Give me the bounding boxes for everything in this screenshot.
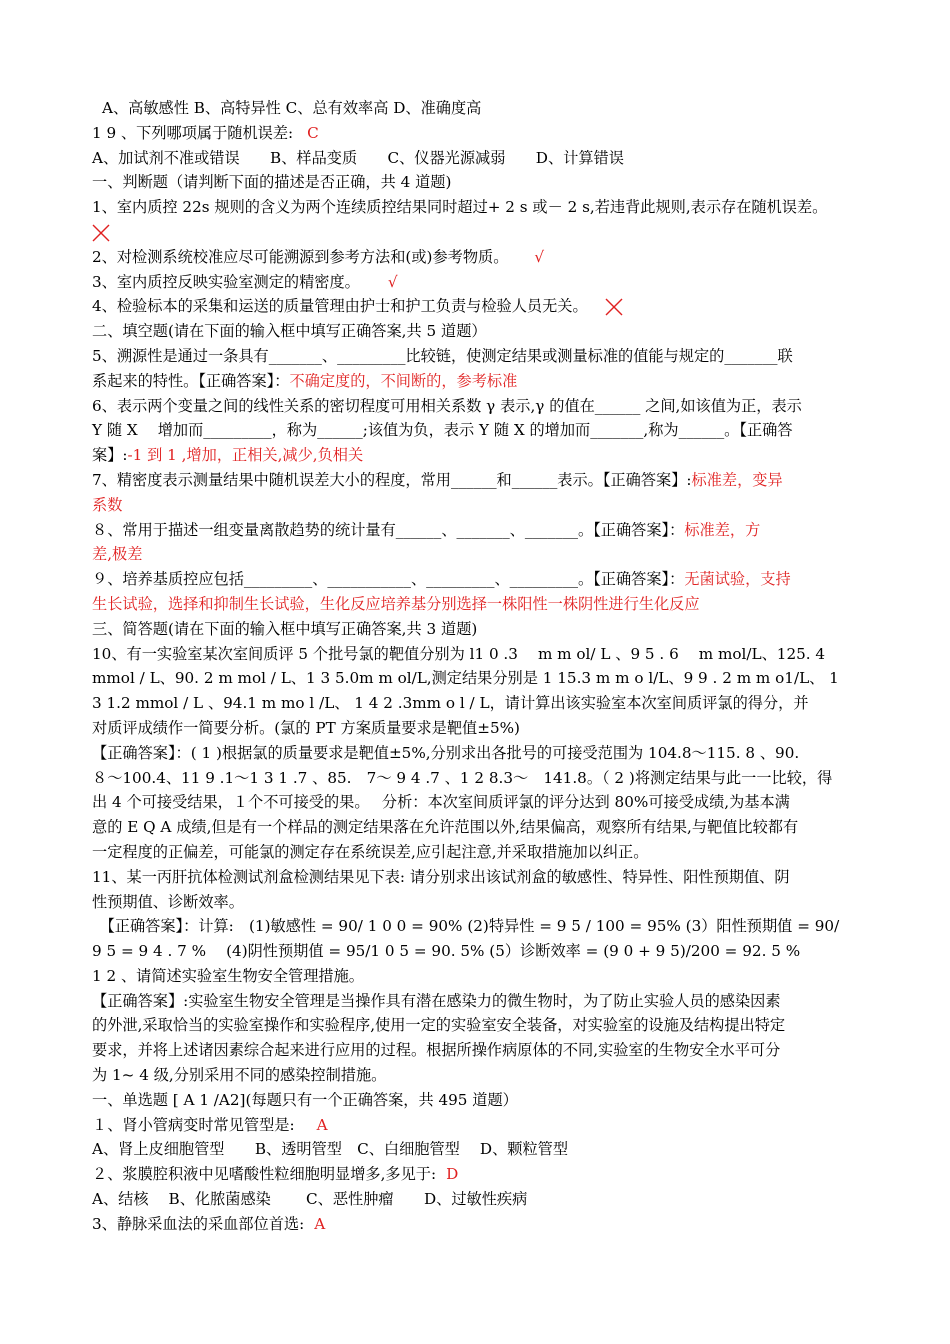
question-19	[92, 121, 872, 146]
wrong-mark-row	[92, 220, 872, 245]
question-text: 1 9 、下列哪项属于随机误差:	[92, 123, 294, 142]
answer-mark: A	[316, 1115, 328, 1134]
answer-text: 系数	[92, 495, 123, 514]
question-3	[92, 270, 872, 295]
question-7	[92, 468, 872, 493]
question-10-cont: 3 1.2 mmol / L 、94.1 m mo l /L、 1 4 2 .3mm o l / L，请计算出该实验室本次室间质评氯的得分，并	[92, 694, 809, 713]
question-text: 3、静脉采血法的采血部位首选:	[92, 1214, 305, 1233]
answer-text: -1 到 1 ,增加，正相关,减少,负相关	[127, 446, 364, 465]
question-8	[92, 518, 872, 543]
answer-text: 不确定度的，不间断的，参考标准	[289, 371, 518, 390]
section-heading-short-answer: 三、简答题(请在下面的输入框中填写正确答案,共 3 道题)	[92, 619, 478, 638]
answer-text: 标准差，方	[684, 520, 761, 539]
document-page	[92, 96, 872, 1237]
question-text: １、肾小管病变时常见管型是:	[92, 1115, 295, 1134]
question-6-answer	[92, 443, 872, 468]
answer-mark: C	[307, 123, 319, 142]
question-10-cont: mmol / L、90. 2 m mol / L、1 3 5.0m m ol/L,测定结果分别是 1 15.3 m m o l/L、9 9 . 2 m m o1/L、 1	[92, 669, 839, 688]
answer-paragraph: 【正确答案】：( 1 )根据氯的质量要求是靶值±5%,分别求出各批号的可接受范围为 104.8～115. 8 、90.	[92, 743, 800, 762]
option-line: A、结核 B、化脓菌感染 C、恶性肿瘤 D、过敏性疾病	[92, 1190, 528, 1209]
section-heading-single-choice: 一、单选题 [ A 1 /A2](每题只有一个正确答案，共 495 道题）	[92, 1090, 518, 1109]
check-mark: √	[387, 272, 398, 291]
question-5-answer	[92, 369, 872, 394]
answer-label: 案】:	[92, 446, 128, 465]
question-text: ２、浆膜腔积液中见嗜酸性粒细胞明显增多,多见于:	[92, 1165, 437, 1184]
answer-text: 无菌试验，支持	[684, 570, 791, 589]
option-line: A、加试剂不准或错误 B、样品变质 C、仪器光源减弱 D、计算错误	[92, 148, 624, 167]
answer-text: 标准差，变异	[691, 470, 783, 489]
cross-icon	[92, 224, 110, 242]
question-text: 3、室内质控反映实验室测定的精密度。	[92, 272, 360, 291]
choice-question-1	[92, 1113, 872, 1138]
answer-mark: D	[446, 1165, 459, 1184]
option-line: A、肾上皮细胞管型 B、透明管型 C、白细胞管型 D、颗粒管型	[92, 1140, 569, 1159]
choice-question-2	[92, 1162, 872, 1187]
question-2	[92, 245, 872, 270]
question-6-cont: Y 随 X 增加而_________，称为______;该值为负，表示 Y 随 X 的增加而_______,称为______。【正确答	[92, 421, 793, 440]
answer-paragraph: 为 1~ 4 级,分别采用不同的感染控制措施。	[92, 1066, 387, 1085]
answer-text: 生长试验，选择和抑制生长试验，生化反应培养基分别选择一株阳性一株阴性进行生化反应	[92, 594, 700, 613]
question-11-cont: 性预期值、诊断效率。	[92, 892, 244, 911]
answer-paragraph: ８～100.4、11 9 .1～1 3 1 .7 、85. 7～ 9 4 .7 、1 2 8.3～ 141.8。（ 2 )将测定结果与此一一比较，得	[92, 768, 833, 787]
section-heading-judgement: 一、判断题（请判断下面的描述是否正确，共 4 道题)	[92, 173, 452, 192]
question-1: 1、室内质控 22s 规则的含义为两个连续质控结果同时超过+ 2 s 或－ 2 s,若违背此规则,表示存在随机误差。	[92, 198, 828, 217]
answer-mark: A	[314, 1214, 326, 1233]
question-text: 7、精密度表示测量结果中随机误差大小的程度，常用______和______表示。【正确答案】:	[92, 470, 692, 489]
answer-paragraph: 【正确答案】:实验室生物安全管理是当操作具有潜在感染力的微生物时，为了防止实验人员的感染因素	[92, 991, 781, 1010]
question-4	[92, 294, 872, 319]
question-10: 10、有一实验室某次室间质评 5 个批号氯的靶值分别为 l1 0 .3 m m ol/ L 、9 5 . 6 m mol/L、125. 4	[92, 644, 826, 663]
answer-paragraph: 的外泄,采取恰当的实验室操作和实验程序,使用一定的实验室安全装备，对实验室的设施及结构提出特定	[92, 1016, 786, 1035]
section-heading-fill: 二、填空题(请在下面的输入框中填写正确答案,共 5 道题）	[92, 322, 487, 341]
question-5: 5、溯源性是通过一条具有_______、_________比较链，使测定结果或测量标准的值能与规定的_______联	[92, 346, 793, 365]
question-text: 2、对检测系统校准应尽可能溯源到参考方法和(或)参考物质。	[92, 247, 509, 266]
question-10-cont: 对质评成绩作一简要分析。(氯的 PT 方案质量要求是靶值±5%)	[92, 718, 520, 737]
answer-paragraph: 意的 E Q A 成绩,但是有一个样品的测定结果落在允许范围以外,结果偏高，观察所有结果,与靶值比较都有	[92, 818, 799, 837]
answer-text: 差,极差	[92, 545, 143, 564]
answer-paragraph: 9 5 = 9 4 . 7 % (4)阴性预期值 = 95/1 0 5 = 90. 5% (5）诊断效率 = (9 0 + 9 5)/200 = 92. 5 %	[92, 942, 801, 961]
answer-label: 系起来的特性。【正确答案】：	[92, 371, 290, 390]
choice-question-3	[92, 1212, 872, 1237]
question-9	[92, 567, 872, 592]
answer-paragraph: 要求，并将上述诸因素综合起来进行应用的过程。根据所操作病原体的不同,实验室的生物安全水平可分	[92, 1041, 781, 1060]
question-6: 6、表示两个变量之间的线性关系的密切程度可用相关系数 γ 表示,γ 的值在______ 之间,如该值为正，表示	[92, 396, 802, 415]
option-line: A、高敏感性 B、高特异性 C、总有效率高 D、准确度高	[102, 99, 482, 117]
question-text: ９、培养基质控应包括_________、___________、_________、_________。【正确答案】：	[92, 570, 685, 589]
answer-paragraph: 【正确答案】：计算: (1)敏感性 = 90/ 1 0 0 = 90% (2)特异性 = 9 5 / 100 = 95% (3）阳性预期值 = 90/	[92, 917, 840, 936]
question-12: 1 2 、请简述实验室生物安全管理措施。	[92, 966, 364, 985]
answer-paragraph: 出 4 个可接受结果，１个不可接受的果。 分析：本次室间质评氯的评分达到 80%可接受成绩,为基本满	[92, 793, 790, 812]
question-text: 4、检验标本的采集和运送的质量管理由护士和护工负责与检验人员无关。	[92, 297, 588, 316]
question-text: ８、常用于描述一组变量离散趋势的统计量有______、_______、_______。【正确答案】：	[92, 520, 685, 539]
answer-paragraph: 一定程度的正偏差，可能氯的测定存在系统误差,应引起注意,并采取措施加以纠正。	[92, 842, 649, 861]
cross-icon	[605, 298, 623, 316]
check-mark: √	[534, 247, 545, 266]
question-11: 11、某一丙肝抗体检测试剂盒检测结果见下表: 请分别求出该试剂盒的敏感性、特异性、阳性预期值、阴	[92, 867, 790, 886]
